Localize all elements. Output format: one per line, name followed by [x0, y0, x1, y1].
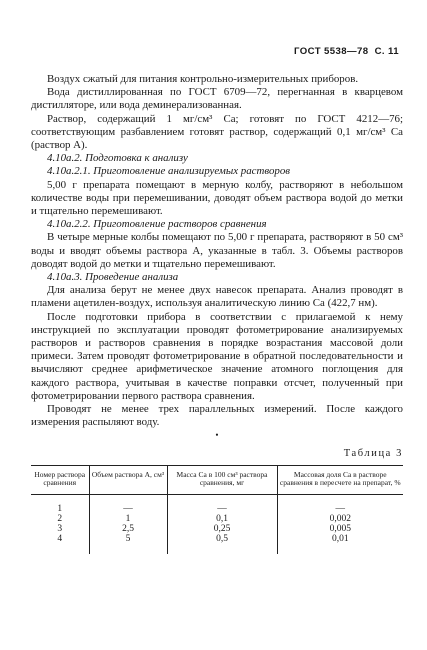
- table-cell: 3: [57, 523, 63, 534]
- table-cell: 1: [89, 514, 167, 524]
- paragraph: Проводят не менее трех параллельных измерений. После каждого измерения распыляют воду.: [31, 403, 403, 429]
- table-cell: 0,25: [167, 524, 277, 534]
- table-caption: Таблица 3: [343, 448, 403, 460]
- section-heading: 4.10а.3. Проведение анализа: [47, 271, 179, 284]
- table-cell: 1: [57, 503, 63, 514]
- section-heading: 4.10а.2.2. Приготовление растворов сравнения: [47, 218, 267, 231]
- table-cell: 5: [89, 534, 167, 554]
- standard-number: ГОСТ 5538—78: [294, 46, 369, 57]
- paragraph: Воздух сжатый для питания контрольно-измерительных приборов.: [47, 73, 359, 85]
- separator-dot: •: [215, 430, 219, 441]
- table-row: [31, 534, 403, 554]
- column-header: Массовая доля Са в растворе сравнения в пересчете на препарат, %: [277, 465, 403, 494]
- data-table: [31, 465, 403, 554]
- table-body: [31, 494, 403, 554]
- paragraph: Раствор, содержащий 1 мг/см³ Са; готовят по ГОСТ 4212—76; соответствующим разбавлением готовят раствор, содержащий 0,1 мг/см³ Са (раствор А).: [31, 112, 403, 152]
- paragraph: Для анализа берут не менее двух навесок препарата. Анализ проводят в пламени ацетилен-воздух, используя аналитическую линию Са (422,7 нм).: [31, 284, 403, 310]
- table-cell: —: [277, 494, 403, 514]
- paragraph: После подготовки прибора в соответствии с прилагаемой к нему инструкцией по эксплуатации проводят фотометрирование анализируемых растворов и растворов сравнения в порядке возрастания массовой доли примеси. Затем проводят фотометрирование в обратной последовательности и вычисляют среднее арифметическое значение атомного поглощения для каждого раствора, учитывая в качестве поправки отсчет, полученный при фотометрировании первого раствора сравнения.: [31, 310, 403, 402]
- table-row: [31, 524, 403, 534]
- section-heading: 4.10а.2. Подготовка к анализу: [47, 152, 188, 165]
- table-cell: 0,005: [277, 524, 403, 534]
- paragraph: В четыре мерные колбы помещают по 5,00 г препарата, растворяют в 50 см³ воды и вводят объемы раствора А, указанные в табл. 3. Объемы растворов доводят водой до метки и тщательно перемешивают.: [31, 231, 403, 270]
- section-heading: 4.10а.2.1. Приготовление анализируемых растворов: [47, 165, 291, 178]
- table-row: [31, 494, 403, 514]
- document-body: [31, 73, 403, 554]
- table-cell: —: [167, 494, 277, 514]
- table-cell: 0,1: [167, 514, 277, 524]
- table-header-row: [31, 465, 403, 494]
- table-cell: 4: [57, 533, 63, 544]
- table-cell: 2,5: [89, 524, 167, 534]
- paragraph: 5,00 г препарата помещают в мерную колбу, растворяют в небольшом количестве воды при перемешивании, доводят объем раствора водой до метки и тщательно перемешивают.: [31, 178, 403, 218]
- table-cell: 0,002: [277, 514, 403, 524]
- paragraph: Вода дистиллированная по ГОСТ 6709—72, перегнанная в кварцевом дистилляторе, или вода деминерализованная.: [31, 86, 403, 112]
- table-cell: —: [89, 494, 167, 514]
- column-header: Номер раствора сравнения: [31, 465, 89, 494]
- paragraph-list: [31, 73, 403, 429]
- page-header: [294, 46, 399, 57]
- page-number: С. 11: [374, 46, 399, 57]
- column-header: Масса Са в 100 см³ раствора сравнения, мг: [167, 465, 277, 494]
- table-row: [31, 514, 403, 524]
- column-header: Объем раствора А, см³: [89, 465, 167, 494]
- table-cell: 0,5: [167, 534, 277, 554]
- table-cell: 2: [57, 513, 63, 524]
- table-cell: 0,01: [277, 534, 403, 554]
